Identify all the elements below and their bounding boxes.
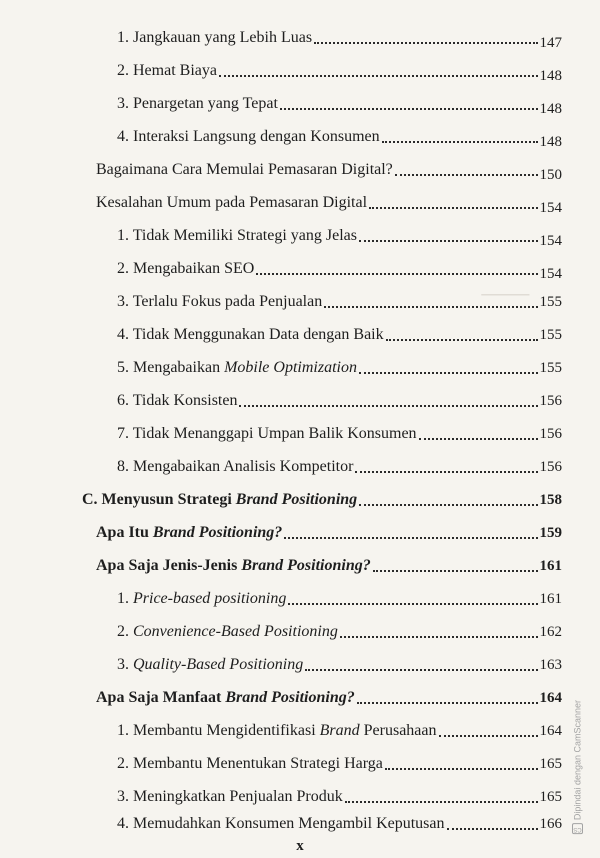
toc-page-number: 156	[539, 393, 562, 409]
toc-page-number: 147	[539, 35, 562, 51]
toc-page-number: 159	[539, 525, 562, 541]
toc-entry[interactable]	[117, 319, 562, 345]
toc-entry[interactable]	[117, 220, 562, 249]
toc-page-number: 166	[539, 816, 562, 832]
toc-page-number: 165	[539, 789, 562, 805]
dot-leader	[395, 172, 538, 176]
dot-leader	[219, 73, 538, 77]
toc-page-number: 155	[539, 360, 562, 376]
dot-leader	[385, 766, 538, 770]
bleed-through-mark: ⸺	[480, 277, 531, 310]
toc-title: 2. Membantu Menentukan Strategi Harga	[117, 755, 383, 772]
dot-leader	[382, 139, 538, 143]
toc-page-number: 155	[539, 294, 562, 310]
toc-page-number: 163	[539, 657, 562, 673]
toc-subsection-entry[interactable]	[96, 550, 562, 576]
toc-page-number: 161	[539, 558, 562, 574]
dot-leader	[359, 238, 538, 242]
toc-page-number: 156	[539, 459, 562, 475]
camscanner-logo-icon: CS	[572, 823, 583, 834]
toc-page-number: 162	[539, 624, 562, 640]
dot-leader	[386, 337, 538, 341]
toc-page-number: 155	[539, 327, 562, 343]
toc-entry[interactable]	[117, 748, 562, 774]
dot-leader	[373, 568, 538, 572]
toc-title: Apa Itu Brand Positioning?	[96, 524, 283, 541]
toc-title: 4. Interaksi Langsung dengan Konsumen	[117, 128, 380, 145]
dot-leader	[357, 700, 538, 704]
dot-leader	[439, 733, 538, 737]
toc-title: 1. Membantu Mengidentifikasi Brand Perusahaan	[117, 722, 437, 739]
dot-leader	[447, 826, 538, 830]
dot-leader	[314, 40, 537, 44]
toc-title: 8. Mengabaikan Analisis Kompetitor	[117, 458, 354, 475]
toc-page-number: 158	[539, 492, 562, 508]
toc-title: 3. Quality-Based Positioning	[117, 656, 304, 673]
toc-section-entry[interactable]	[82, 484, 562, 510]
toc-entry[interactable]	[117, 583, 562, 609]
dot-leader	[284, 535, 537, 539]
toc-title: 3. Penargetan yang Tepat	[117, 95, 278, 112]
dot-leader	[359, 502, 537, 506]
dot-leader	[355, 469, 537, 473]
watermark-text: Dipindai dengan CamScanner	[572, 700, 583, 821]
dot-leader	[359, 370, 538, 374]
toc-title: 3. Terlalu Fokus pada Penjualan	[117, 293, 323, 310]
dot-leader	[369, 205, 537, 209]
toc-entry[interactable]	[117, 814, 562, 834]
toc-entry[interactable]	[117, 616, 562, 642]
toc-page-number: 154	[539, 233, 562, 249]
toc-title: 1. Price-based positioning	[117, 590, 287, 607]
toc-title: 4. Tidak Menggunakan Data dengan Baik	[117, 326, 384, 343]
toc-entry[interactable]	[117, 715, 562, 741]
toc-subsection-entry[interactable]	[96, 682, 562, 708]
toc-entry[interactable]	[117, 55, 562, 84]
toc-title: 7. Tidak Menanggapi Umpan Balik Konsumen	[117, 425, 417, 442]
toc-title: Apa Saja Jenis-Jenis Brand Positioning?	[96, 557, 371, 574]
toc-page-number: 154	[539, 266, 562, 282]
toc-page-number: 156	[539, 426, 562, 442]
toc-title: 1. Jangkauan yang Lebih Luas	[117, 29, 313, 46]
toc-page-number: 164	[539, 723, 562, 739]
toc-title: C. Menyusun Strategi Brand Positioning	[82, 491, 358, 508]
dot-leader	[239, 403, 537, 407]
page-number-footer: x	[296, 838, 304, 854]
dot-leader	[340, 634, 538, 638]
toc-page-number: 148	[539, 134, 562, 150]
toc-entry[interactable]	[117, 253, 562, 282]
dot-leader	[345, 799, 538, 803]
toc-title: 3. Meningkatkan Penjualan Produk	[117, 788, 343, 805]
toc-title: 2. Mengabaikan SEO	[117, 260, 255, 277]
toc-title: 6. Tidak Konsisten	[117, 392, 238, 409]
toc-entry[interactable]	[117, 286, 562, 312]
dot-leader	[419, 436, 538, 440]
toc-entry[interactable]	[117, 22, 562, 51]
toc-entry[interactable]	[96, 187, 562, 216]
toc-entry[interactable]	[117, 88, 562, 117]
toc-page-number: 165	[539, 756, 562, 772]
toc-title: Bagaimana Cara Memulai Pemasaran Digital?	[96, 161, 393, 178]
scanner-watermark	[572, 700, 583, 834]
toc-entry[interactable]	[117, 649, 562, 675]
dot-leader	[256, 271, 537, 275]
toc-title: Kesalahan Umum pada Pemasaran Digital	[96, 194, 368, 211]
toc-entry[interactable]	[117, 385, 562, 411]
toc-entry[interactable]	[117, 451, 562, 477]
dot-leader	[280, 106, 538, 110]
dot-leader	[305, 667, 537, 671]
toc-title: 1. Tidak Memiliki Strategi yang Jelas	[117, 227, 357, 244]
toc-title: Apa Saja Manfaat Brand Positioning?	[96, 689, 355, 706]
toc-page-number: 150	[539, 167, 562, 183]
toc-page-number: 148	[539, 68, 562, 84]
toc-page-number: 164	[539, 690, 562, 706]
dot-leader	[324, 304, 537, 308]
toc-entry[interactable]	[96, 154, 562, 183]
toc-page-number: 161	[539, 591, 562, 607]
toc-title: 2. Hemat Biaya	[117, 62, 217, 79]
toc-entry[interactable]	[117, 418, 562, 444]
toc-title: 2. Convenience-Based Positioning	[117, 623, 338, 640]
toc-title: 4. Memudahkan Konsumen Mengambil Keputusan	[117, 815, 445, 832]
toc-entry[interactable]	[117, 781, 562, 807]
dot-leader	[288, 601, 537, 605]
toc-subsection-entry[interactable]	[96, 517, 562, 543]
toc-entry[interactable]	[117, 121, 562, 150]
toc-title: 5. Mengabaikan Mobile Optimization	[117, 359, 357, 376]
toc-entry[interactable]	[117, 352, 562, 378]
toc-page-number: 154	[539, 200, 562, 216]
toc-page-number: 148	[539, 101, 562, 117]
